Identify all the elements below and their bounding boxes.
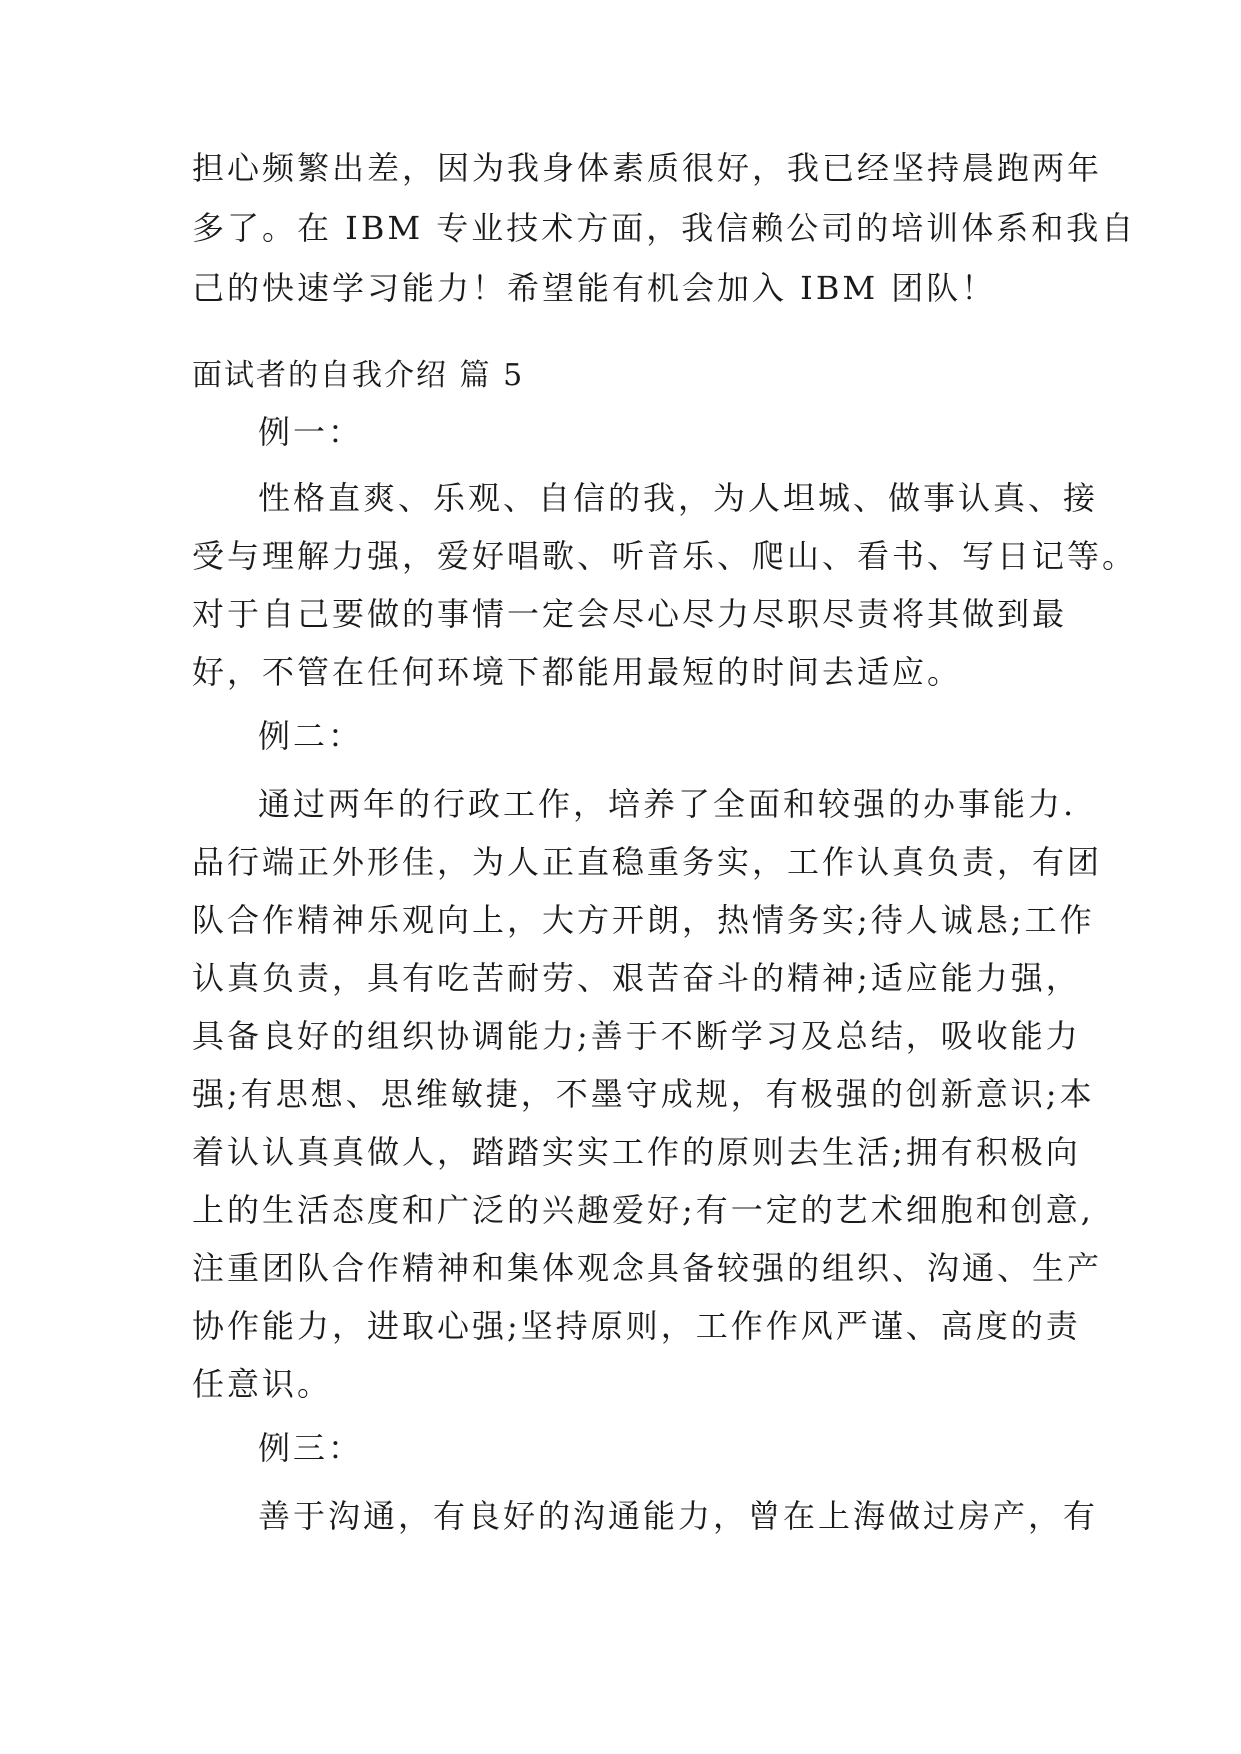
example-1-label: 例一： bbox=[258, 413, 364, 451]
example-2-line-3: 队合作精神乐观向上，大方开朗，热情务实;待人诚恳;工作 bbox=[192, 901, 1095, 939]
example-1-line-1: 性格直爽、乐观、自信的我，为人坦城、做事认真、接 bbox=[258, 479, 1099, 517]
example-2-line-1: 通过两年的行政工作，培养了全面和较强的办事能力. bbox=[258, 785, 1077, 823]
example-2-line-8: 上的生活态度和广泛的兴趣爱好;有一定的艺术细胞和创意, bbox=[192, 1191, 1094, 1229]
intro-line-1: 担心频繁出差，因为我身体素质很好，我已经坚持晨跑两年 bbox=[192, 149, 1103, 187]
example-1-line-3: 对于自己要做的事情一定会尽心尽力尽职尽责将其做到最 bbox=[192, 595, 1068, 633]
example-3-label: 例三： bbox=[258, 1429, 364, 1467]
intro-line-3: 己的快速学习能力！希望能有机会加入 IBM 团队！ bbox=[192, 269, 997, 307]
example-2-line-11: 任意识。 bbox=[192, 1365, 333, 1403]
example-2-line-6: 强;有思想、思维敏捷，不墨守成规，有极强的创新意识;本 bbox=[192, 1075, 1095, 1113]
example-2-label: 例二： bbox=[258, 717, 364, 755]
example-2-line-5: 具备良好的组织协调能力;善于不断学习及总结，吸收能力 bbox=[192, 1017, 1081, 1055]
example-2-line-9: 注重团队合作精神和集体观念具备较强的组织、沟通、生产 bbox=[192, 1249, 1103, 1287]
example-1-line-2: 受与理解力强，爱好唱歌、听音乐、爬山、看书、写日记等。 bbox=[192, 537, 1138, 575]
example-3-line-1: 善于沟通，有良好的沟通能力，曾在上海做过房产，有 bbox=[258, 1497, 1099, 1535]
example-2-line-10: 协作能力，进取心强;坚持原则，工作作风严谨、高度的责 bbox=[192, 1307, 1081, 1345]
section-title: 面试者的自我介绍 篇 5 bbox=[192, 358, 525, 393]
example-2-line-2: 品行端正外形佳，为人正直稳重务实，工作认真负责，有团 bbox=[192, 843, 1103, 881]
intro-line-2: 多了。在 IBM 专业技术方面，我信赖公司的培训体系和我自 bbox=[192, 209, 1137, 247]
example-2-line-7: 着认认真真做人，踏踏实实工作的原则去生活;拥有积极向 bbox=[192, 1133, 1081, 1171]
example-2-line-4: 认真负责，具有吃苦耐劳、艰苦奋斗的精神;适应能力强， bbox=[192, 959, 1081, 997]
example-1-line-4: 好，不管在任何环境下都能用最短的时间去适应。 bbox=[192, 653, 963, 691]
